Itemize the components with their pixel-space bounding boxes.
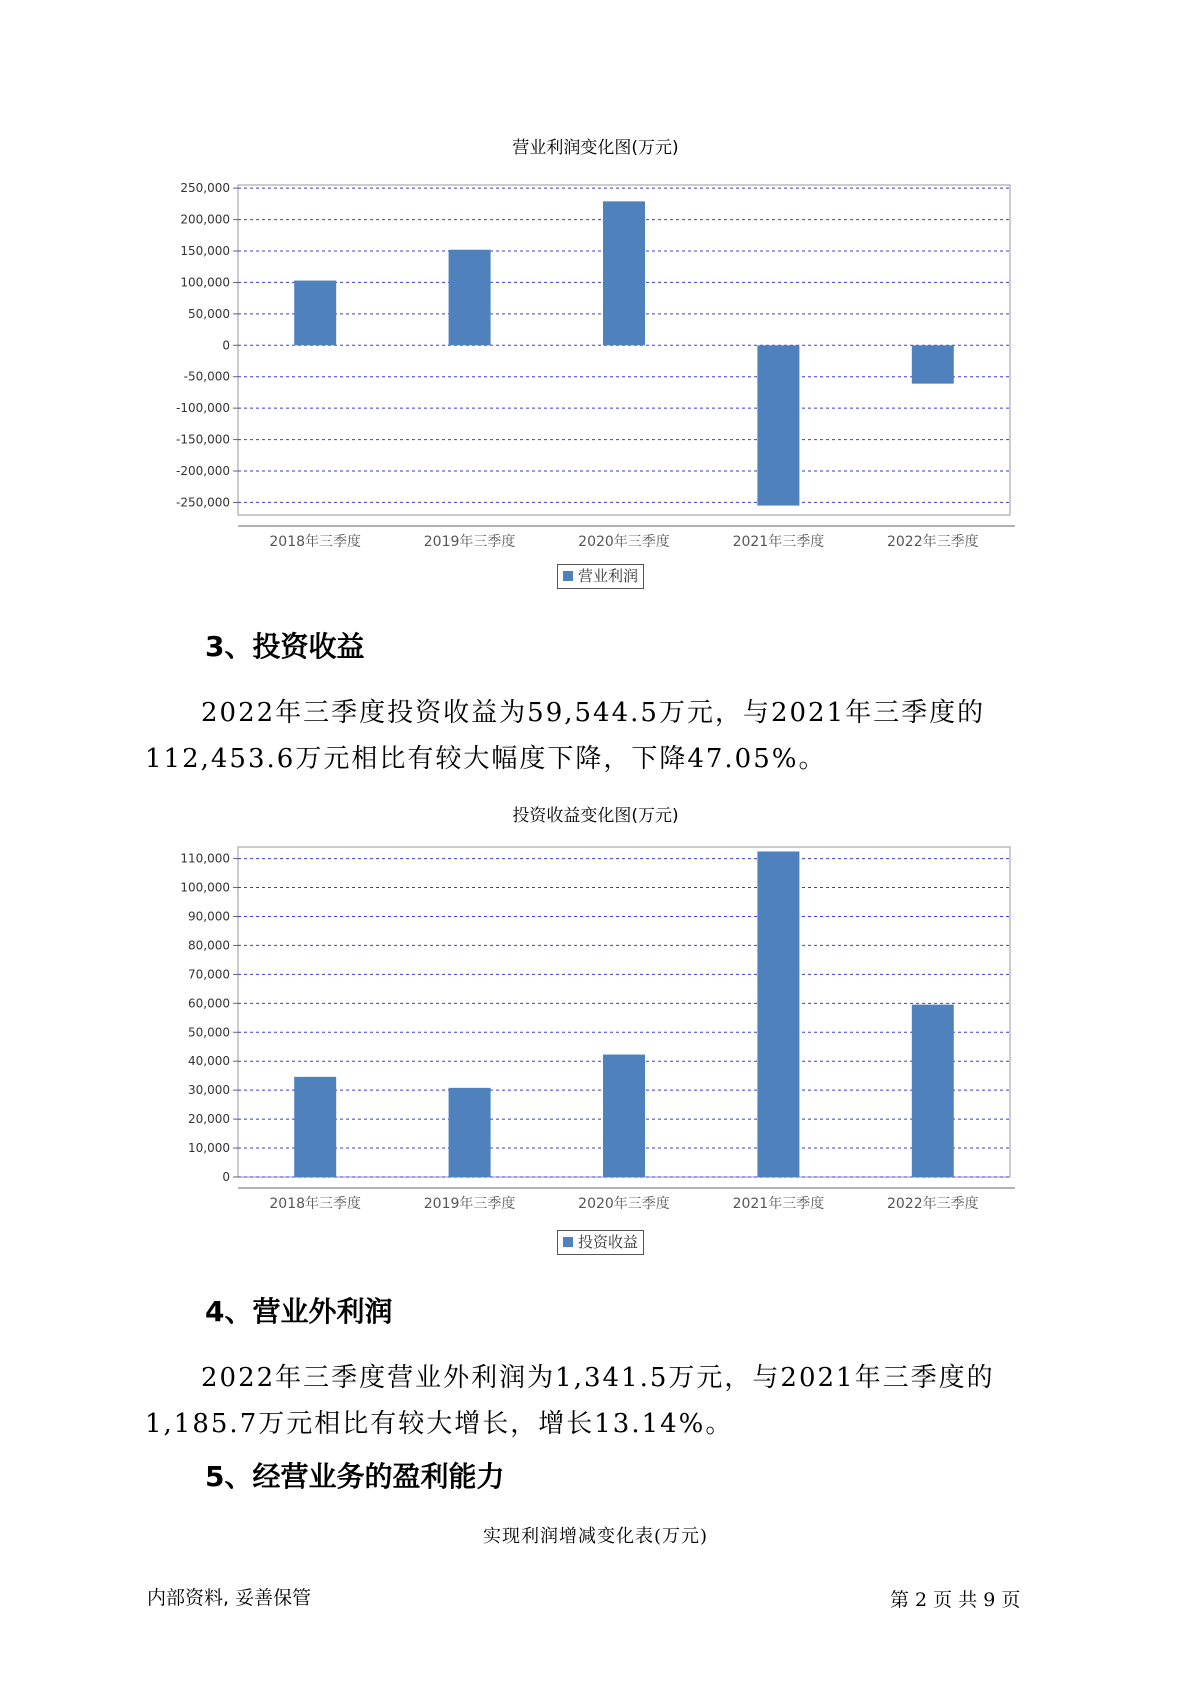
bar [449,1088,491,1177]
y-tick-label: -100,000 [176,401,230,416]
x-tick-label: 2018年三季度 [269,1196,362,1212]
x-tick-label: 2020年三季度 [578,1196,670,1212]
y-tick-label: 90,000 [188,909,230,924]
x-tick-label: 2022年三季度 [886,534,979,550]
footer-page-number: 第 2 页 共 9 页 [890,1589,1021,1611]
y-tick-label: 10,000 [188,1141,230,1156]
y-tick-label: 40,000 [188,1054,230,1069]
y-tick-label: 100,000 [180,880,230,895]
chart2-legend [557,1230,644,1255]
section4-paragraph: 2022年三季度营业外利润为1,341.5万元，与2021年三季度的1,185.7万元相比有较大增长，增长13.14%。 [145,1363,995,1439]
y-tick-label: -200,000 [176,464,230,478]
chart2-title: 投资收益变化图(万元) [512,806,679,826]
y-tick-label: 80,000 [188,938,230,953]
y-tick-label: 20,000 [188,1112,230,1127]
x-tick-label: 2019年三季度 [423,534,516,550]
footer-confidential-note: 内部资料, 妥善保管 [147,1587,312,1609]
y-tick-label: 60,000 [188,996,230,1011]
section5-heading: 5、经营业务的盈利能力 [205,1460,505,1493]
y-tick-label: 100,000 [180,275,230,290]
bar [294,1077,336,1177]
section4-heading: 4、营业外利润 [205,1295,393,1328]
x-tick-label: 2022年三季度 [886,1196,979,1212]
chart2-legend-label: 投资收益 [578,1233,639,1251]
y-tick-label: 110,000 [180,851,230,866]
x-tick-label: 2020年三季度 [578,534,670,550]
bar [603,1055,645,1177]
chart1-title: 营业利润变化图(万元) [512,138,679,158]
y-tick-label: -50,000 [183,369,230,384]
section3-paragraph: 2022年三季度投资收益为59,544.5万元，与2021年三季度的112,453.6万元相比有较大幅度下降，下降47.05%。 [145,698,986,774]
bar [912,1005,954,1177]
y-tick-label: -150,000 [176,432,230,447]
x-tick-label: 2019年三季度 [423,1196,516,1212]
y-tick-label: 30,000 [188,1083,230,1098]
y-tick-label: 0 [222,338,230,353]
y-tick-label: 150,000 [180,244,230,258]
table-caption: 实现利润增减变化表(万元) [482,1526,709,1547]
legend-swatch [563,1237,573,1247]
bar [757,851,799,1177]
y-tick-label: 250,000 [180,181,230,196]
y-tick-label: -250,000 [176,495,230,510]
chart1-legend-label: 营业利润 [578,567,639,585]
y-tick-label: 70,000 [188,967,230,982]
x-tick-label: 2021年三季度 [732,1196,825,1212]
y-tick-label: 0 [222,1170,230,1184]
y-tick-label: 50,000 [188,306,230,321]
section3-heading: 3、投资收益 [205,630,365,663]
x-tick-label: 2021年三季度 [732,534,825,550]
y-tick-label: 200,000 [180,212,230,227]
x-tick-label: 2018年三季度 [269,534,362,550]
y-tick-label: 50,000 [188,1025,230,1040]
